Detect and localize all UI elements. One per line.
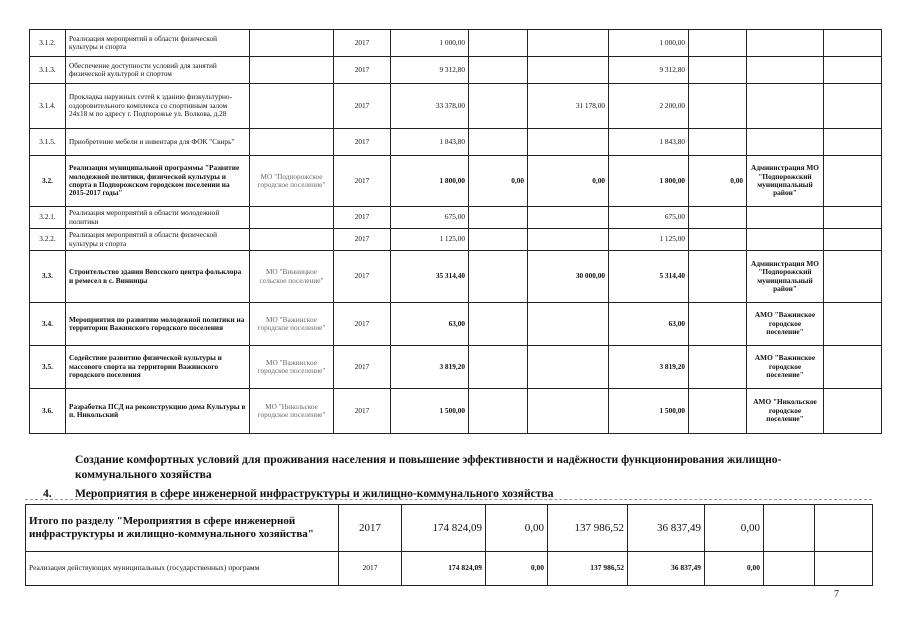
cell-v1 (469, 303, 528, 346)
cell-org (250, 207, 334, 229)
cell-empty (824, 57, 882, 84)
cell-empty (824, 251, 882, 303)
table-row (30, 129, 882, 156)
total-row-empty-2 (815, 505, 873, 552)
program-row-v2: 137 986,52 (548, 552, 628, 586)
table-row (30, 251, 882, 303)
cell-num: 3.3. (30, 251, 66, 303)
section-title: Создание комфортных условий для проживания населения и повышение эффективности и надёжности функционирования жилищно-коммунального хозяйства (75, 453, 782, 482)
cell-name: Приобретение мебели и инвентаря для ФОК "Свирь" (66, 129, 250, 156)
program-row (26, 552, 873, 586)
cell-empty (824, 156, 882, 207)
section-4-table (25, 504, 873, 586)
cell-name: Реализация мероприятий в области молодежной политики (66, 207, 250, 229)
cell-v3: 3 819,20 (609, 346, 689, 389)
cell-name: Содействие развитию физической культуры и массового спорта на территории Важинского городского поселения (66, 346, 250, 389)
cell-empty (824, 346, 882, 389)
cell-v1 (469, 207, 528, 229)
cell-org: МО "Важинское городское поселение" (250, 346, 334, 389)
cell-v3: 1 000,00 (609, 30, 689, 57)
cell-total: 3 819,20 (391, 346, 469, 389)
program-row-total: 174 824,09 (402, 552, 486, 586)
cell-v4 (689, 251, 747, 303)
cell-exec (747, 84, 824, 129)
cell-empty (824, 84, 882, 129)
cell-v1 (469, 129, 528, 156)
cell-org: МО "Подпорожское городское поселение" (250, 156, 334, 207)
table-row (30, 30, 882, 57)
cell-v3: 1 843,80 (609, 129, 689, 156)
cell-total: 675,00 (391, 207, 469, 229)
table-row (30, 229, 882, 251)
cell-name: Реализация муниципальной программы "Развитие молодежной политики, физической культуры и спорта в Подпорожском городском поселении на 2015-2017 годы" (66, 156, 250, 207)
table-row (30, 303, 882, 346)
cell-v4 (689, 57, 747, 84)
cell-v4 (689, 229, 747, 251)
cell-num: 3.6. (30, 389, 66, 434)
cell-total: 1 125,00 (391, 229, 469, 251)
cell-empty (824, 207, 882, 229)
cell-v4 (689, 303, 747, 346)
cell-num: 3.4. (30, 303, 66, 346)
program-row-empty-2 (815, 552, 873, 586)
program-row-v4: 0,00 (705, 552, 764, 586)
program-row-v1: 0,00 (486, 552, 548, 586)
cell-v3: 2 200,00 (609, 84, 689, 129)
cell-v3: 5 314,40 (609, 251, 689, 303)
cell-v2 (528, 57, 609, 84)
cell-v2 (528, 30, 609, 57)
total-row-year: 2017 (339, 505, 402, 552)
cell-v2 (528, 129, 609, 156)
cell-v3: 63,00 (609, 303, 689, 346)
table-row (30, 389, 882, 434)
cell-v4 (689, 30, 747, 57)
program-row-empty-1 (764, 552, 815, 586)
cell-org: МО "Винницкое сельское поселение" (250, 251, 334, 303)
cell-exec: Администрация МО "Подпорожский муниципальный район" (747, 251, 824, 303)
cell-v4 (689, 84, 747, 129)
cell-v1 (469, 389, 528, 434)
cell-name: Мероприятия по развитию молодежной политики на территории Важинского городского поселения (66, 303, 250, 346)
table-row (30, 57, 882, 84)
program-row-name: Реализация действующих муниципальных (государственных) программ (26, 552, 339, 586)
cell-empty (824, 129, 882, 156)
cell-total: 1 843,80 (391, 129, 469, 156)
total-row-v2: 137 986,52 (548, 505, 628, 552)
cell-total: 1 800,00 (391, 156, 469, 207)
cell-name: Разработка ПСД на реконструкцию дома Культуры в п. Никольский (66, 389, 250, 434)
cell-year: 2017 (334, 57, 391, 84)
cell-v1 (469, 84, 528, 129)
cell-total: 9 312,80 (391, 57, 469, 84)
program-row-v3: 36 837,49 (628, 552, 705, 586)
cell-v4 (689, 346, 747, 389)
cell-v3: 675,00 (609, 207, 689, 229)
program-row-year: 2017 (339, 552, 402, 586)
cell-org: МО "Никольское городское поселение" (250, 389, 334, 434)
cell-year: 2017 (334, 229, 391, 251)
cell-v2: 0,00 (528, 156, 609, 207)
cell-v1 (469, 229, 528, 251)
cell-exec (747, 57, 824, 84)
total-row-v3: 36 837,49 (628, 505, 705, 552)
cell-year: 2017 (334, 129, 391, 156)
cell-v2: 30 000,00 (528, 251, 609, 303)
cell-year: 2017 (334, 303, 391, 346)
section-total-row (26, 505, 873, 552)
cell-v3: 9 312,80 (609, 57, 689, 84)
cell-total: 1 500,00 (391, 389, 469, 434)
cell-v4 (689, 389, 747, 434)
cell-name: Прокладка наружных сетей к зданию физкультурно-оздоровительного комплекса со спортивным залом 24х18 м по адресу г. Подпорожье ул. Волкова, д.28 (66, 84, 250, 129)
cell-v1 (469, 30, 528, 57)
cell-exec: АМО "Важинское городское поселение" (747, 346, 824, 389)
cell-v3: 1 500,00 (609, 389, 689, 434)
cell-v1: 0,00 (469, 156, 528, 207)
cell-org (250, 30, 334, 57)
cell-exec (747, 129, 824, 156)
cell-org (250, 129, 334, 156)
cell-num: 3.1.5. (30, 129, 66, 156)
table-row (30, 346, 882, 389)
total-row-total: 174 824,09 (402, 505, 486, 552)
cell-v2 (528, 303, 609, 346)
cell-name: Реализация мероприятий в области физической культуры и спорта (66, 229, 250, 251)
cell-v1 (469, 346, 528, 389)
cell-num: 3.2. (30, 156, 66, 207)
cell-exec (747, 207, 824, 229)
cell-v2 (528, 346, 609, 389)
cell-year: 2017 (334, 30, 391, 57)
cell-year: 2017 (334, 389, 391, 434)
table-row (30, 156, 882, 207)
cell-exec: Администрация МО "Подпорожский муниципальный район" (747, 156, 824, 207)
cell-exec (747, 30, 824, 57)
cell-org (250, 57, 334, 84)
cell-year: 2017 (334, 207, 391, 229)
cell-v1 (469, 57, 528, 84)
total-row-v1: 0,00 (486, 505, 548, 552)
cell-v3: 1 800,00 (609, 156, 689, 207)
activities-table (29, 29, 882, 434)
cell-empty (824, 303, 882, 346)
cell-year: 2017 (334, 251, 391, 303)
cell-org (250, 84, 334, 129)
cell-exec: АМО "Важинское городское поселение" (747, 303, 824, 346)
cell-v4 (689, 129, 747, 156)
cell-v3: 1 125,00 (609, 229, 689, 251)
cell-v4 (689, 207, 747, 229)
cell-v2 (528, 229, 609, 251)
table-row (30, 207, 882, 229)
cell-num: 3.2.1. (30, 207, 66, 229)
cell-v2 (528, 207, 609, 229)
cell-name: Строительство здания Вепсского центра фольклора и ремесел в с. Винницы (66, 251, 250, 303)
cell-year: 2017 (334, 156, 391, 207)
cell-num: 3.2.2. (30, 229, 66, 251)
cell-org: МО "Важинское городское поселение" (250, 303, 334, 346)
cell-empty (824, 389, 882, 434)
total-row-v4: 0,00 (705, 505, 764, 552)
cell-num: 3.1.2. (30, 30, 66, 57)
cell-v2: 31 178,00 (528, 84, 609, 129)
cell-empty (824, 229, 882, 251)
total-row-name: Итого по разделу "Мероприятия в сфере инженерной инфраструктуры и жилищно-коммунального хозяйства" (26, 505, 339, 552)
cell-org (250, 229, 334, 251)
cell-year: 2017 (334, 346, 391, 389)
cell-total: 1 000,00 (391, 30, 469, 57)
cell-num: 3.1.4. (30, 84, 66, 129)
section-4-number: 4. (43, 487, 52, 500)
page-number: 7 (834, 589, 839, 600)
total-row-empty-1 (764, 505, 815, 552)
cell-v1 (469, 251, 528, 303)
cell-total: 33 378,00 (391, 84, 469, 129)
cell-empty (824, 30, 882, 57)
cell-year: 2017 (334, 84, 391, 129)
cell-v4: 0,00 (689, 156, 747, 207)
cell-name: Обеспечение доступности условий для занятий физической культурой и спортом (66, 57, 250, 84)
cell-num: 3.5. (30, 346, 66, 389)
section-4-title: Мероприятия в сфере инженерной инфраструктуры и жилищно-коммунального хозяйства (75, 487, 554, 500)
cell-v2 (528, 389, 609, 434)
cell-name: Реализация мероприятий в области физической культуры и спорта (66, 30, 250, 57)
cell-total: 35 314,40 (391, 251, 469, 303)
cell-exec: АМО "Никольское городское поселение" (747, 389, 824, 434)
table-row (30, 84, 882, 129)
cell-exec (747, 229, 824, 251)
cell-num: 3.1.3. (30, 57, 66, 84)
cell-total: 63,00 (391, 303, 469, 346)
